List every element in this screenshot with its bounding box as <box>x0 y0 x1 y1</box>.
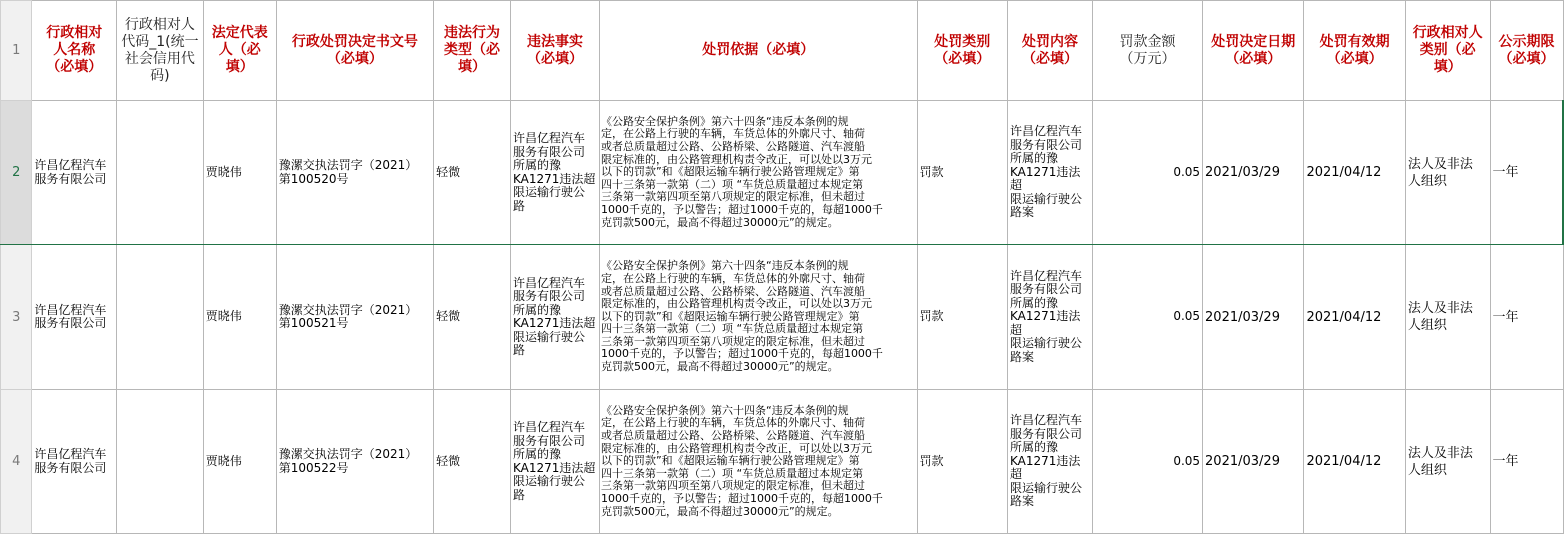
cell-decision-number[interactable]: 豫漯交执法罚字（2021） 第100522号 <box>276 390 433 534</box>
cell-legal-rep[interactable]: 贾晓伟 <box>203 245 276 390</box>
cell-decision-date[interactable]: 2021/03/29 <box>1203 101 1304 245</box>
cell-party-name[interactable]: 许昌亿程汽车 服务有限公司 <box>32 390 117 534</box>
cell-decision-date[interactable]: 2021/03/29 <box>1203 390 1304 534</box>
cell-penalty-basis[interactable]: 《公路安全保护条例》第六十四条“违反本条例的规 定，在公路上行驶的车辆，车货总体的外廓尺寸、轴荷 或者总质量超过公路、公路桥梁、公路隧道、汽车渡船 限定标准的，由公路管理机构责令改正，可以处以3万元 以下的罚款”和《超限运输车辆行驶公路管理规定》第 四十三条第一款第（二）项 “车货总质量超过本规定第 三条第一款第四项至第八项规定的限定标准，但未超过 1000千克的，予以警告；超过1000千克的，每超1000千 克罚款500元，最高不得超过30000元”的规定。 <box>599 245 917 390</box>
cell-violation-type[interactable]: 轻微 <box>434 101 511 245</box>
cell-legal-rep[interactable]: 贾晓伟 <box>203 101 276 245</box>
column-header-fine-amount[interactable]: 罚款金额 （万元） <box>1093 1 1203 101</box>
cell-party-category[interactable]: 法人及非法 人组织 <box>1405 245 1490 390</box>
cell-party-name[interactable]: 许昌亿程汽车 服务有限公司 <box>32 101 117 245</box>
column-header-penalty-category[interactable]: 处罚类别 （必填） <box>917 1 1007 101</box>
cell-decision-date[interactable]: 2021/03/29 <box>1203 245 1304 390</box>
column-header-party-code[interactable]: 行政相对人 代码_1(统一 社会信用代 码) <box>117 1 204 101</box>
cell-publicity-period[interactable]: 一年 <box>1490 245 1563 390</box>
column-header-penalty-content[interactable]: 处罚内容 （必填） <box>1007 1 1092 101</box>
cell-fine-amount[interactable]: 0.05 <box>1093 101 1203 245</box>
row-header-4[interactable]: 4 <box>1 390 32 534</box>
cell-violation-facts[interactable]: 许昌亿程汽车 服务有限公司 所属的豫 KA1271违法超 限运输行驶公 路 <box>510 101 599 245</box>
column-header-decision-number[interactable]: 行政处罚决定书文号 （必填） <box>276 1 433 101</box>
cell-publicity-period[interactable]: 一年 <box>1490 101 1563 245</box>
cell-publicity-period[interactable]: 一年 <box>1490 390 1563 534</box>
row-header-2[interactable]: 2 <box>1 101 32 245</box>
cell-violation-type[interactable]: 轻微 <box>434 390 511 534</box>
cell-penalty-content[interactable]: 许昌亿程汽车 服务有限公司 所属的豫 KA1271违法超 限运输行驶公 路案 <box>1007 101 1092 245</box>
column-header-violation-type[interactable]: 违法行为 类型（必 填） <box>434 1 511 101</box>
cell-decision-number[interactable]: 豫漯交执法罚字（2021） 第100520号 <box>276 101 433 245</box>
column-header-legal-rep[interactable]: 法定代表 人（必 填） <box>203 1 276 101</box>
cell-penalty-basis[interactable]: 《公路安全保护条例》第六十四条“违反本条例的规 定，在公路上行驶的车辆，车货总体的外廓尺寸、轴荷 或者总质量超过公路、公路桥梁、公路隧道、汽车渡船 限定标准的，由公路管理机构责令改正，可以处以3万元 以下的罚款”和《超限运输车辆行驶公路管理规定》第 四十三条第一款第（二）项 “车货总质量超过本规定第 三条第一款第四项至第八项规定的限定标准，但未超过 1000千克的，予以警告；超过1000千克的，每超1000千 克罚款500元，最高不得超过30000元”的规定。 <box>599 101 917 245</box>
cell-fine-amount[interactable]: 0.05 <box>1093 245 1203 390</box>
table-row <box>1 390 1564 534</box>
cell-party-category[interactable]: 法人及非法 人组织 <box>1405 101 1490 245</box>
column-header-violation-facts[interactable]: 违法事实 （必填） <box>510 1 599 101</box>
cell-validity-date[interactable]: 2021/04/12 <box>1304 101 1405 245</box>
cell-penalty-content[interactable]: 许昌亿程汽车 服务有限公司 所属的豫 KA1271违法超 限运输行驶公 路案 <box>1007 245 1092 390</box>
column-header-validity-date[interactable]: 处罚有效期 （必填） <box>1304 1 1405 101</box>
cell-violation-facts[interactable]: 许昌亿程汽车 服务有限公司 所属的豫 KA1271违法超 限运输行驶公 路 <box>510 245 599 390</box>
header-row <box>1 1 1564 101</box>
column-header-penalty-basis[interactable]: 处罚依据（必填） <box>599 1 917 101</box>
cell-party-code[interactable] <box>117 101 204 245</box>
cell-legal-rep[interactable]: 贾晓伟 <box>203 390 276 534</box>
cell-penalty-category[interactable]: 罚款 <box>917 245 1007 390</box>
column-header-party-category[interactable]: 行政相对人 类别（必 填） <box>1405 1 1490 101</box>
cell-penalty-basis[interactable]: 《公路安全保护条例》第六十四条“违反本条例的规 定，在公路上行驶的车辆，车货总体的外廓尺寸、轴荷 或者总质量超过公路、公路桥梁、公路隧道、汽车渡船 限定标准的，由公路管理机构责令改正，可以处以3万元 以下的罚款”和《超限运输车辆行驶公路管理规定》第 四十三条第一款第（二）项 “车货总质量超过本规定第 三条第一款第四项至第八项规定的限定标准，但未超过 1000千克的，予以警告；超过1000千克的，每超1000千 克罚款500元，最高不得超过30000元”的规定。 <box>599 390 917 534</box>
cell-penalty-category[interactable]: 罚款 <box>917 390 1007 534</box>
cell-party-category[interactable]: 法人及非法 人组织 <box>1405 390 1490 534</box>
cell-penalty-content[interactable]: 许昌亿程汽车 服务有限公司 所属的豫 KA1271违法超 限运输行驶公 路案 <box>1007 390 1092 534</box>
cell-party-code[interactable] <box>117 245 204 390</box>
cell-party-name[interactable]: 许昌亿程汽车 服务有限公司 <box>32 245 117 390</box>
column-header-decision-date[interactable]: 处罚决定日期 （必填） <box>1203 1 1304 101</box>
cell-party-code[interactable] <box>117 390 204 534</box>
row-header-1[interactable]: 1 <box>1 1 32 101</box>
table-row <box>1 245 1564 390</box>
cell-violation-facts[interactable]: 许昌亿程汽车 服务有限公司 所属的豫 KA1271违法超 限运输行驶公 路 <box>510 390 599 534</box>
cell-violation-type[interactable]: 轻微 <box>434 245 511 390</box>
cell-penalty-category[interactable]: 罚款 <box>917 101 1007 245</box>
cell-validity-date[interactable]: 2021/04/12 <box>1304 245 1405 390</box>
row-header-3[interactable]: 3 <box>1 245 32 390</box>
cell-decision-number[interactable]: 豫漯交执法罚字（2021） 第100521号 <box>276 245 433 390</box>
column-header-party-name[interactable]: 行政相对 人名称 （必填） <box>32 1 117 101</box>
cell-fine-amount[interactable]: 0.05 <box>1093 390 1203 534</box>
cell-validity-date[interactable]: 2021/04/12 <box>1304 390 1405 534</box>
column-header-publicity-period[interactable]: 公示期限 （必填） <box>1490 1 1563 101</box>
table-row <box>1 101 1564 245</box>
